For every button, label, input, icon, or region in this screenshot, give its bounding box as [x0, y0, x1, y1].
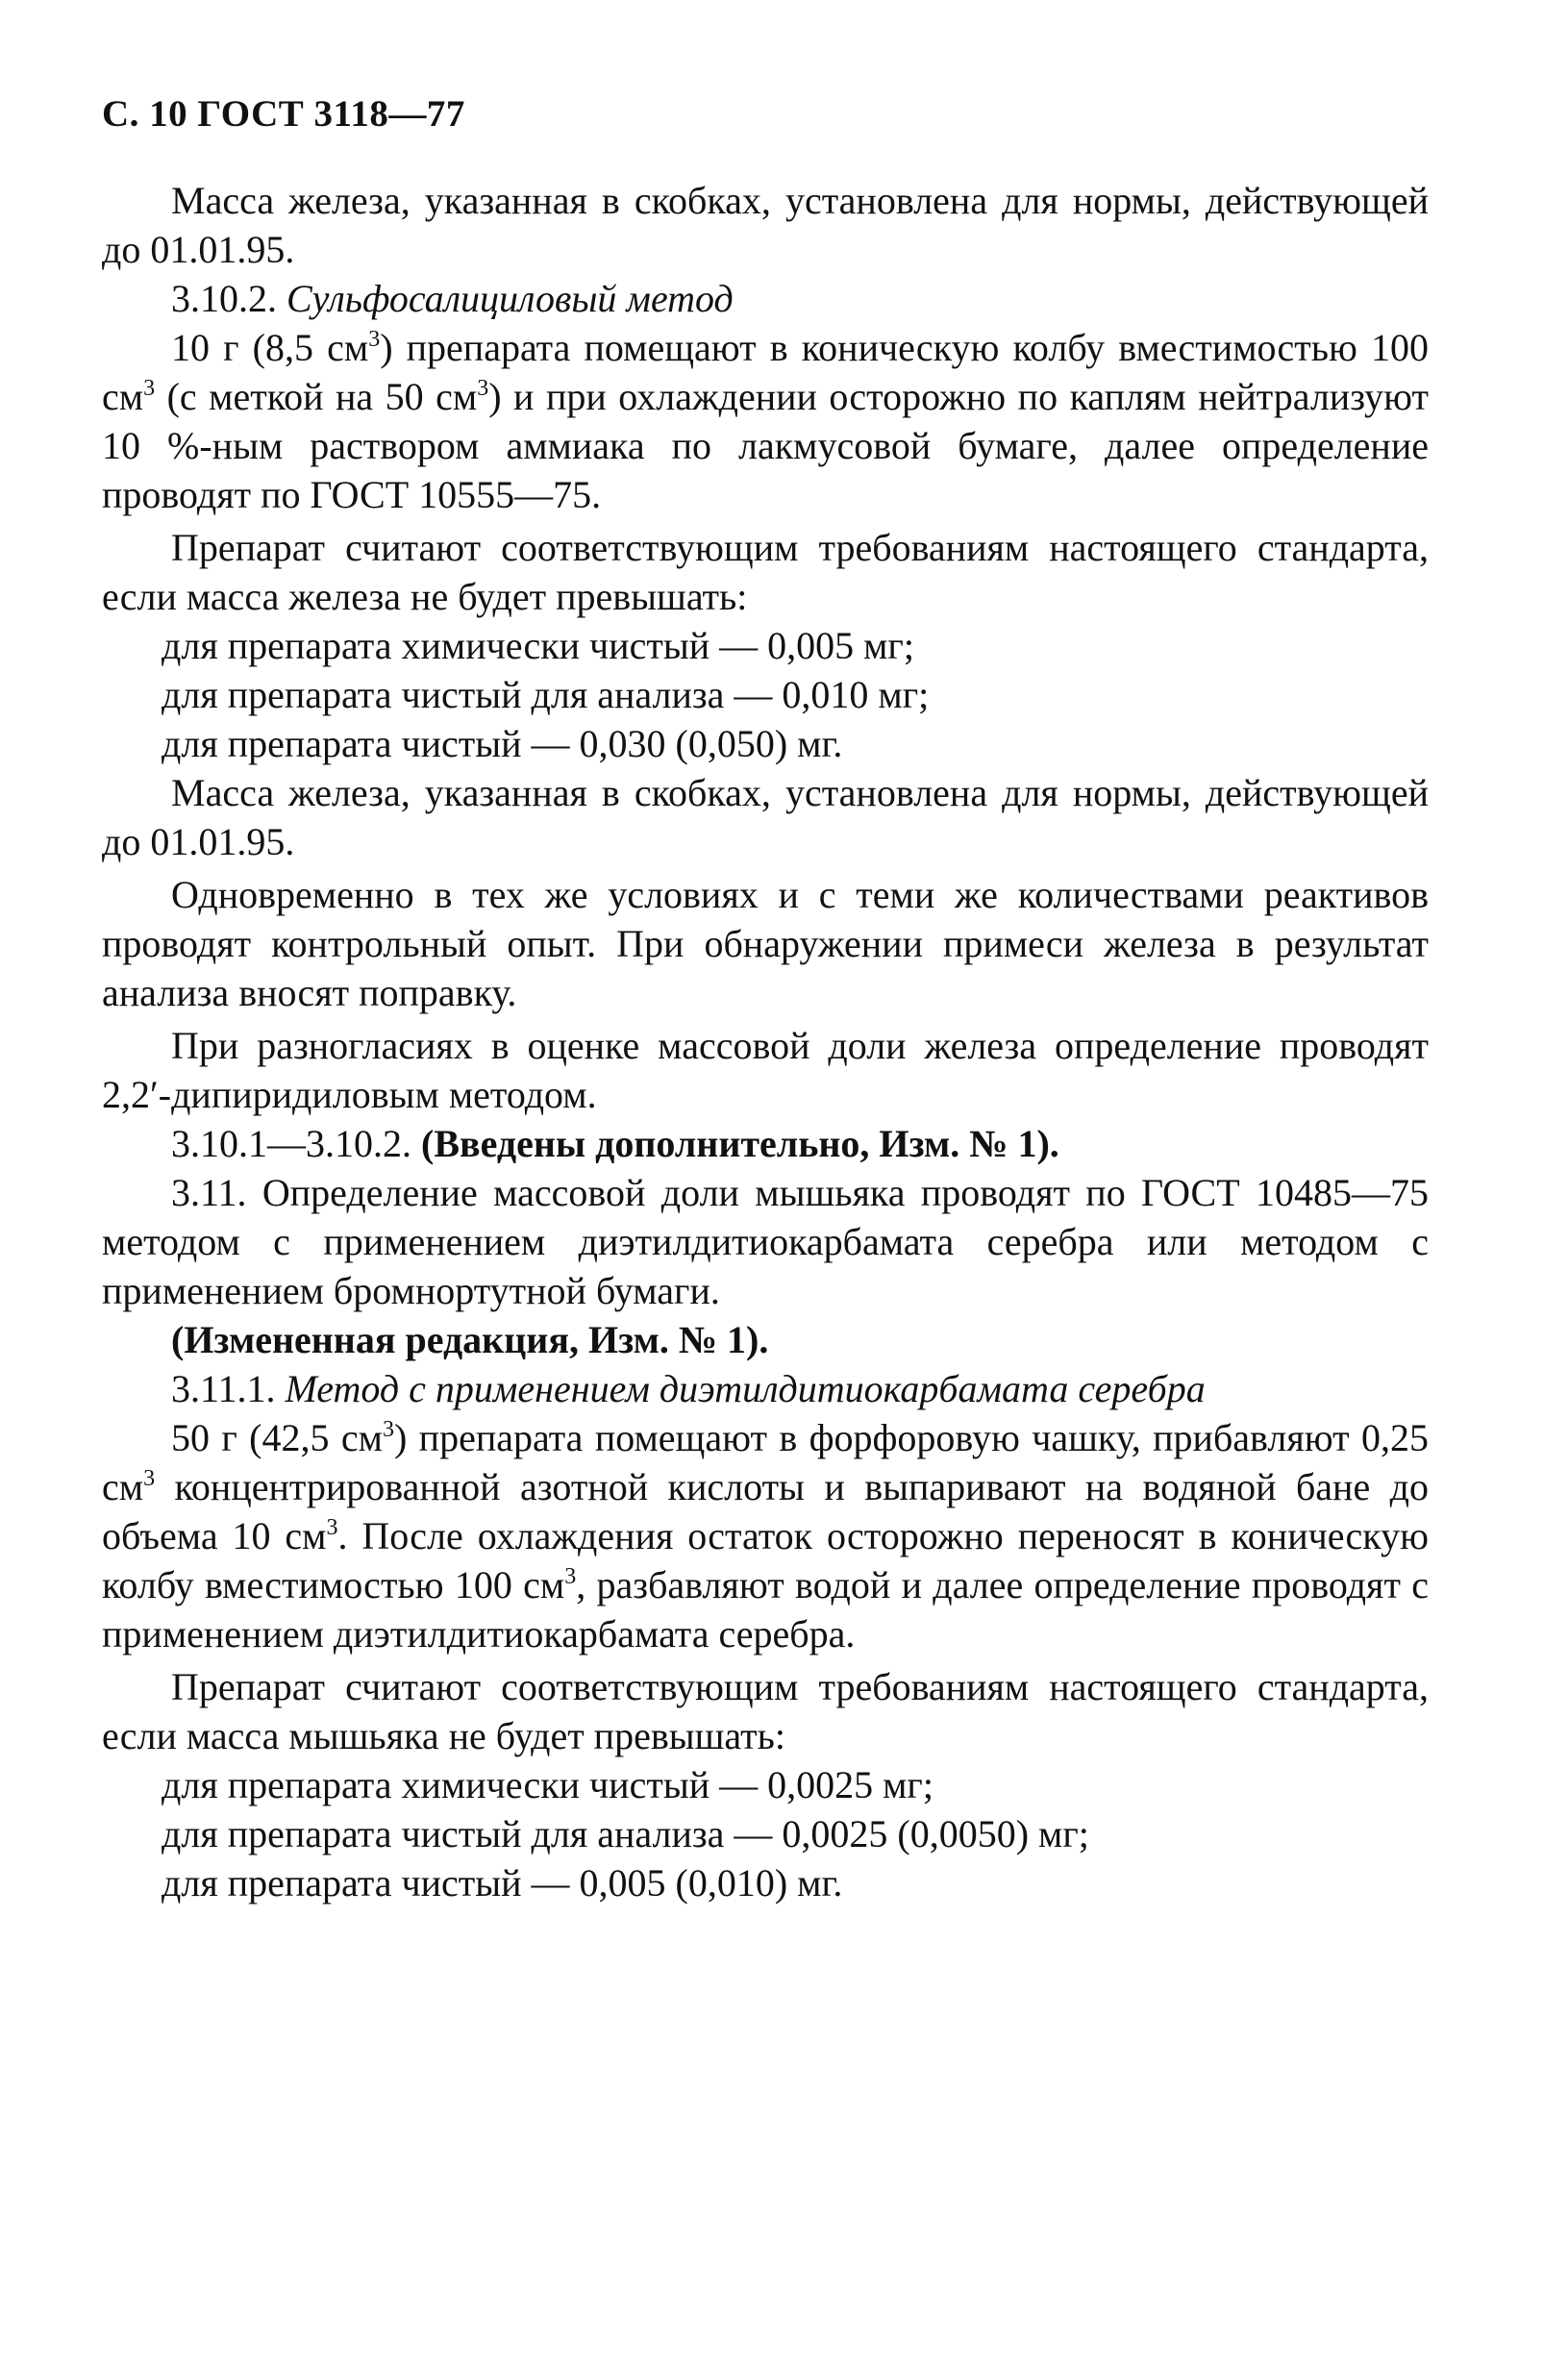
list-item: для препарата химически чистый — 0,0025 мг;: [162, 1763, 933, 1806]
paragraph-control-test: Одновременно в тех же условиях и с теми же количествами реактивов проводят контрольный опыт. При обнаружении примеси железа в результат анализа вносят поправку.: [102, 873, 1429, 1014]
superscript: 3: [143, 1466, 156, 1491]
paragraph-silver-method-procedure: 50 г (42,5 $см^3$) препарата помещают в форфоровую чашку, прибавляют 0,25 $см^3$ концентрированной азотной кислоты и выпаривают на водяной бане до объема 10 $см^3$. После охлаждения остаток осторожно переносят в коническую колбу вместимостью 100 $см^3$, разбавляют водой и далее определение проводят с применением диэтилдитиокарбамата серебра.: [102, 1416, 1429, 1656]
list-item: для препарата чистый для анализа — 0,0025 (0,0050) мг;: [162, 1812, 1089, 1855]
amendment-note-2: (Измененная редакция, Изм. № 1).: [171, 1318, 769, 1361]
paragraph-sulfosalicylic-procedure: 10 г (8,5 $см^3$) препарата помещают в коническую колбу вместимостью 100 $см^3$ (с меткой на 50 $см^3$) и при охлаждении осторожно по каплям нейтрализуют 10 %-ным раствором аммиака по лакмусовой бумаге, далее определение проводят по ГОСТ 10555—75.: [102, 326, 1430, 516]
section-heading-3-10-2: [102, 274, 1429, 323]
superscript: 3: [477, 376, 489, 401]
list-item: для препарата чистый — 0,005 (0,010) мг.: [162, 1861, 843, 1904]
section-heading-3-11-1: [102, 1364, 1429, 1413]
paragraph-arsenic-requirement: Препарат считают соответствующим требованиям настоящего стандарта, если масса мышьяка не будет превышать:: [102, 1665, 1429, 1757]
paragraph-iron-requirement: Препарат считают соответствующим требованиям настоящего стандарта, если масса железа не будет превышать:: [102, 526, 1429, 618]
list-item: для препарата чистый — 0,030 (0,050) мг.: [162, 722, 843, 765]
superscript: 3: [326, 1515, 338, 1540]
superscript: 3: [564, 1564, 577, 1589]
paragraph-dispute-method: При разногласиях в оценке массовой доли железа определение проводят 2,2′-дипиридиловым методом.: [102, 1024, 1429, 1116]
paragraph-arsenic-determination: 3.11. Определение массовой доли мышьяка проводят по ГОСТ 10485—75 методом с применением диэтилдитиокарбамата серебра или методом с применением бромнортутной бумаги.: [102, 1171, 1429, 1312]
superscript: 3: [143, 376, 156, 401]
section-title: Сульфосалициловый метод: [286, 277, 734, 320]
superscript: 3: [368, 327, 381, 352]
paragraph-iron-note-1: Масса железа, указанная в скобках, установлена для нормы, действующей до 01.01.95.: [102, 179, 1429, 271]
list-item: для препарата чистый для анализа — 0,010 мг;: [162, 673, 930, 716]
superscript: 3: [382, 1417, 394, 1442]
amendment-note-1: 3.10.1—3.10.2. (Введены дополнительно, Изм. № 1).: [171, 1122, 1059, 1165]
page-header: С. 10 ГОСТ 3118—77: [102, 93, 465, 135]
section-number: 3.11.1.: [171, 1367, 276, 1410]
section-number: 3.10.2.: [171, 277, 277, 320]
document-body: [102, 176, 1429, 1907]
paragraph-iron-note-2: Масса железа, указанная в скобках, установлена для нормы, действующей до 01.01.95.: [102, 771, 1429, 863]
section-title: Метод с применением диэтилдитиокарбамата серебра: [285, 1367, 1206, 1410]
list-item: для препарата химически чистый — 0,005 мг;: [162, 624, 914, 667]
